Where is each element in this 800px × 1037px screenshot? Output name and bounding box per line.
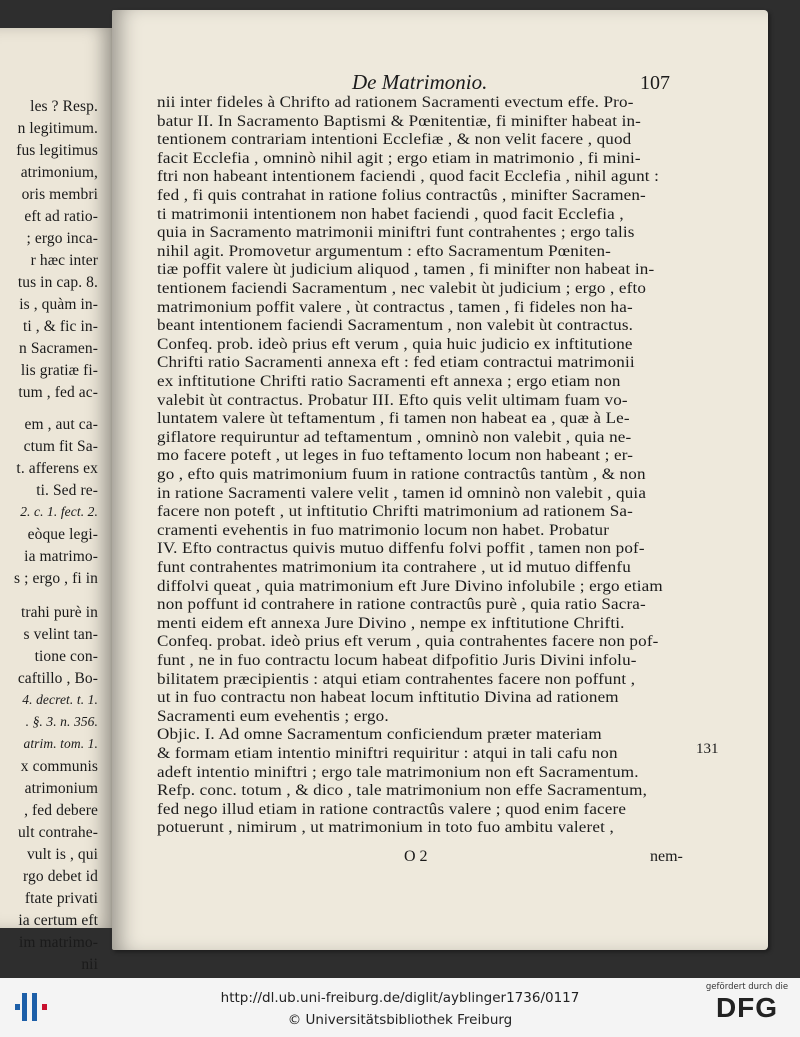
body-line: adeft intentio miniftri ; ergo tale matrimonium non eft Sacramentum. [157,763,639,781]
body-line: Sacramenti eum evehentis ; ergo. [157,707,389,725]
left-page-line: fus legitimus [16,142,98,159]
left-page-line: atrimonium, [20,164,98,181]
dfg-logo [704,982,790,1024]
left-page-line: im matrimo- [18,934,98,951]
left-page-line: n legitimum. [17,120,98,137]
left-page-line: lis gratiæ fi- [20,362,98,379]
right-page [112,10,768,950]
dfg-wordmark: DFG [715,992,779,1023]
body-line: fed nego illud etiam in ratione contractûs valere ; quod enim facere [157,800,627,818]
left-page-line: x communis [20,758,98,775]
left-page-line: tione con- [34,648,98,665]
body-line: mo facere poteft , ut leges in fuo teftamento locum non habeant ; er- [157,447,634,465]
body-line: ti matrimonii intentionem non habet faciendi , quod facit Ecclefia , [157,205,624,223]
signature-mark: O 2 [404,848,428,865]
left-page-line: ti. Sed re- [36,482,98,499]
left-page-line: 2. c. 1. fect. 2. [20,504,98,519]
body-line: IV. Efto contractus quivis mutuo diffenfu folvi poffit , tamen non pof- [157,540,645,558]
body-line: Objic. I. Ad omne Sacramentum conficiendum præter materiam [157,726,602,744]
body-line: quia in Sacramento matrimonii miniftri funt contrahentes ; ergo talis [157,224,635,242]
left-page-line: eft ad ratio- [24,208,98,225]
left-page-line: ia certum eft [18,912,98,929]
body-line: fed , fi quis contrahat in ratione folius contractûs , minifter Sacramen- [157,187,646,204]
body-line: bilitatem præcipientis : atqui etiam contrahentes facere non poffunt , [157,670,636,688]
body-line: batur II. In Sacramento Baptismi & Pœnitentiæ, fi minifter habeat in- [157,112,642,130]
body-line: facit Ecclefia , omninò nihil agit ; ergo etiam in matrimonio , fi mini- [157,149,641,167]
footer-bar [0,978,800,1037]
left-page-line: tus in cap. 8. [17,274,98,291]
body-line: & formam etiam intentio miniftri requiritur : atqui in tali cafu non [157,745,618,762]
body-line: diffolvi queat , quia matrimonium eft Jure Divino infolubile ; ergo etiam [157,577,663,595]
left-page-line: rgo debet id [23,868,98,885]
left-page-line: vult is , qui [26,846,98,863]
body-line: tentionem faciendi Sacramentum , nec valebit ùt judicium ; ergo , efto [157,280,647,297]
body-line: Refp. conc. totum , & dico , tale matrimonium non effe Sacramentum, [157,782,648,800]
left-page-line: ctum fit Sa- [23,438,98,455]
left-page-line: atrim. tom. 1. [23,736,98,751]
copyright-notice: © Universitätsbibliothek Freiburg [287,1012,513,1028]
body-line: tiæ poffit valere ùt judicium aliquod , tamen , fi minifter non habeat in- [157,261,655,279]
left-page-line: eòque legi- [27,526,98,543]
left-page-line: trahi purè in [20,604,98,621]
body-line: ftri non habeant intentionem faciendi , quod facit Ecclefia , nihil agunt : [157,168,660,186]
body-line: go , efto quis matrimonium fuum in ratione contractûs tantùm , & non [157,466,646,483]
body-line: Confeq. prob. ideò prius eft verum , quia huic judicio ex inftitutione [157,335,633,353]
left-page-line: les ? Resp. [30,98,98,115]
left-page-line: ult contrahe- [17,824,98,841]
left-page-line: oris membri [21,186,98,203]
body-line: beant intentionem faciendi Sacramentum , non valebit ùt contractus. [157,317,634,335]
left-page-line: is , quàm in- [19,296,98,313]
left-page-line: 4. decret. t. 1. [22,692,98,707]
left-page-line: s ; ergo , fi in [14,570,98,587]
body-line: cramenti evehentis in fuo matrimonio locum non habet. Probatur [157,521,610,539]
body-line: non poffunt id contrahere in ratione contractûs purè , quia ratio Sacra- [157,596,646,614]
left-page-line: . §. 3. n. 356. [25,714,98,729]
left-page-line: ftate privati [24,890,98,907]
body-line: facere non poteft , ut inftitutio Chrifti matrimonium ad rationem Sa- [157,503,633,521]
margin-number: 131 [696,741,719,757]
body-line: valebit ùt contractus. Probatur III. Efto quis velit ultimam fuam vo- [157,391,628,409]
page-number: 107 [640,72,670,94]
left-facing-page [0,28,112,973]
body-line: Chrifti ratio Sacramenti annexa eft : fed etiam contractui matrimonii [157,354,635,372]
catchword: nem- [650,848,683,865]
permalink-url[interactable]: http://dl.ub.uni-freiburg.de/diglit/ayblinger1736/0117 [220,990,580,1006]
body-line: tentionem contrariam intentioni Ecclefiæ , & non velit facere , quod [157,131,632,149]
left-page-line: , fed debere [24,802,98,819]
left-page-line: ia matrimo- [24,548,98,565]
body-line: Confeq. probat. ideò prius eft verum , quia contrahentes facere non pof- [157,633,659,651]
left-page-line: nii [81,956,98,973]
body-line: potuerunt , nimirum , ut matrimonium in toto fuo ambitu valeret , [157,819,614,837]
left-page-line: tum , fed ac- [18,384,98,401]
body-line: ut in fuo contractu non habeat locum inftitutio Divina ad rationem [157,689,619,707]
body-line: funt contrahentes matrimonium ita contrahere , ut id mutuo diffenfu [157,559,631,576]
left-page-line: t. afferens ex [16,460,98,477]
left-page-line: caftillo , Bo- [17,670,98,687]
left-page-line: r hæc inter [30,252,98,269]
body-line: matrimonium poffit valere , ùt contractus , tamen , fi fideles non ha- [157,298,633,316]
left-page-line: atrimonium [24,780,98,797]
body-line: in ratione Sacramenti valere velit , tamen id omninò non valebit , quia [157,484,647,502]
body-line: funt , ne in fuo contractu locum habeat difpofitio Juris Divini infolu- [157,652,637,669]
left-page-line: em , aut ca- [24,416,98,433]
body-line: nii inter fideles à Chrifto ad rationem Sacramenti evectum effe. Pro- [157,94,634,111]
running-head: De Matrimonio. [352,70,488,94]
left-page-line: ; ergo inca- [26,230,98,247]
body-line: ex inftitutione Chrifti ratio Sacramenti eft annexa ; ergo etiam non [157,373,621,390]
left-page-line: n Sacramen- [19,340,98,357]
left-page-line: ti , & fic in- [22,318,98,335]
dfg-caption: gefördert durch die [705,982,789,992]
body-line: nihil agit. Promovetur argumentum : efto Sacramentum Pœniten- [157,242,612,260]
body-line: menti eidem eft annexa Jure Divino , nempe ex inftitutione Chrifti. [157,614,625,632]
body-line: giflatore requiruntur ad teftamentum , omninò non valebit , quia ne- [157,428,632,446]
left-page-line: s velint tan- [23,626,98,643]
body-line: luntatem valere ùt teftamentum , fi tamen non habeat ea , quæ à Le- [157,410,630,428]
